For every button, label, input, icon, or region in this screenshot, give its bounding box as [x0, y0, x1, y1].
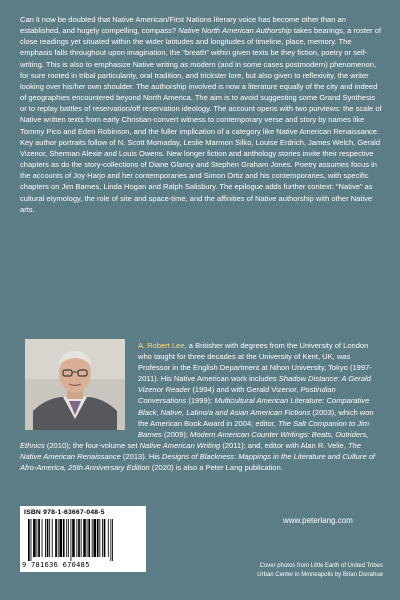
cover-credit-line: Urban Center in Minneapolis by Brian Donahue: [257, 571, 383, 578]
work-title: The Native American Renaissance: [20, 440, 362, 461]
work-title: Native American Writing: [139, 440, 221, 450]
work-title: Designs of Blackness: Mappings in the Literature and Culture of Afro-America, 25th Anniversary Edition: [20, 451, 376, 473]
work-title: Multicultural American Literature: Comparative Black, Native, Latino/a and Asian American Fictions: [138, 396, 370, 417]
book-title: Native North American Authorship: [178, 26, 292, 36]
barcode-digits: 9 781636 670485: [22, 561, 90, 569]
work-title: Shadow Distance: A Gerald Vizenor Reader: [138, 374, 371, 395]
work-title: The Salt Companion to Jim Barnes: [138, 418, 370, 439]
publisher-url[interactable]: www.peterlang.com: [283, 516, 353, 525]
work-title: Modern American Counter Writings: Beats, Outriders, Ethnics: [20, 429, 369, 450]
blurb-intro: Can it now be doubted that Native American/First Nations literary voice has become other than an established, and hugely compelling, compass?: [20, 15, 346, 36]
blurb-paragraph: [20, 14, 382, 215]
isbn-label: ISBN 978-1-63667-048-5: [24, 509, 105, 516]
cover-credit: [215, 562, 383, 579]
cover-credit-line: Cover photos from Little Earth of United Tribes: [259, 563, 383, 569]
author-name: A. Robert Lee: [138, 341, 185, 350]
work-title: Postindian Conversations: [138, 385, 336, 406]
isbn-barcode: [20, 506, 146, 572]
barcode-icon: [24, 519, 142, 561]
author-bio: A. Robert Lee, a Britisher with degrees from the University of London who taught for three decades at the University of Kent, UK, was Professor in the English Department at Nihon University, Tokyo (1997-2011). His Native American work includes Shadow Distance: A Gerald Vizenor Reader (1994) and with Gerald Vizenor, Postindian Conversations (1999); Multicultural American Literature: Comparative Black, Native, Latino/a and Asian American Fictions (2003), which won the American Book Award in 2004; editor, The Salt Companion to Jim Barnes (2009); Modern American Counter Writings: Beats, Outriders, Ethnics (2010); the four-volume set Native American Writing (2011); and, editor with Alan R. Velie, The Native American Renaissance (2013). His Designs of Blackness: Mappings in the Literature and Culture of Afro-America, 25th Anniversary Edition (2020) is also a Peter Lang publication.: [20, 341, 376, 473]
blurb-body: takes bearings, a roster of close readings yet situated within the wider latitudes and longitudes of timeline, place, memory. The emphasis falls throughout upon imagination, the “breath” within given texts be they fiction, poetry or self-writing. This is also to emphasize Native writing as modern (and in some cases postmodern) phenomenon, for sure rooted in tribal particularity, oral tradition, and trickster lore, but also given to reflexivity, the writer looking over his/her own shoulder. The authorship involved is now a literature equally of the city and indeed of geographies encountered beyond North America. The aim is to avoid suggesting some Grand Synthesis or to replay battles of reservation/off reservation ideology. The account opens with two purviews: the scale of Native written texts from early Christian-convert witness to contemporary verse and story by names like Tommy Pico and Eden Robinson, and the fuller implication of a category like Native American Renaissance. Key author portraits follow of N. Scott Momaday, Leslie Marmon Silko, Louise Erdrich, James Welch, Gerald Vizenor, Sherman Alexie and Louis Owens. New longer fiction and anthology stories invite their respective chapters as do the story-collections of Diane Glancy and Stephen Graham Jones. Poetry assumes focus in the accounts of Joy Harjo and her contemporaries and Simon Ortiz and his contemporaries, with specific chapters on Jim Barnes, Linda Hogan and Ralph Salisbury. The epilogue adds further context: “Native” as cultural etymology, the role of site and space-time, and the affinities of Native authorship with other Native arts.: [20, 26, 382, 214]
